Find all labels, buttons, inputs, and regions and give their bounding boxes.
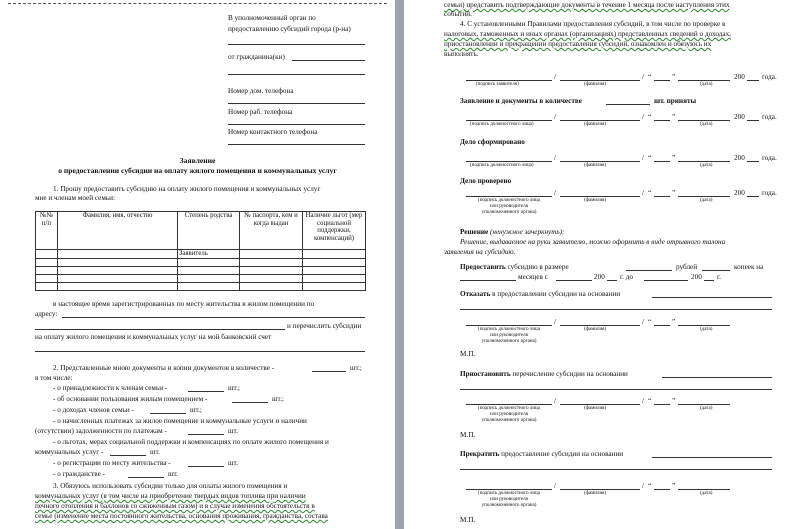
quote-close: ” <box>672 113 676 121</box>
work-phone-field[interactable] <box>228 124 365 125</box>
grant-from-field[interactable] <box>556 280 592 281</box>
month-field[interactable] <box>678 120 730 121</box>
year-field[interactable] <box>747 120 759 121</box>
caption-sig-head: (подпись должностного лица <box>478 198 540 203</box>
quote-close: ” <box>672 318 676 326</box>
caption-sig-official: (подпись должностного лица) <box>470 122 534 127</box>
stop-reason-field[interactable] <box>652 457 772 458</box>
recipient-line2: предоставлению субсидий города (р-на) <box>228 25 351 33</box>
applicant-name-line[interactable] <box>228 74 365 75</box>
decision-note-line1: Решение, выдаваемое на руки заявителю, можно оформить в виде отрывного талона <box>460 238 726 246</box>
day-field[interactable] <box>654 489 670 490</box>
refuse-reason-field-2[interactable] <box>460 309 772 310</box>
surname-field[interactable] <box>560 325 640 326</box>
months-count-field[interactable] <box>460 280 516 281</box>
decision-label: Решение <box>460 228 489 236</box>
sig-head-field[interactable] <box>466 404 552 405</box>
caption-date: (дата) <box>700 163 713 168</box>
doc-registration-unit: шт. <box>228 459 238 467</box>
caption-sig-head: (подпись должностного лица <box>478 491 540 496</box>
caption-sig-head: или руководителя <box>490 412 528 417</box>
docs-unit: шт.; <box>350 364 362 372</box>
caption-surname: (фамилия) <box>584 327 607 332</box>
month-field[interactable] <box>678 489 730 490</box>
year-field[interactable] <box>747 80 759 81</box>
col-relation: Степень родства <box>178 212 240 250</box>
caption-date: (дата) <box>700 406 713 411</box>
doc-citizenship-unit: шт. <box>168 470 178 478</box>
grant-text: субсидию в размере <box>507 263 569 271</box>
quote-open: “ <box>648 397 652 405</box>
doc-family: - о принадлежности к членам семьи - <box>53 384 168 392</box>
paragraph-1-line1: 1. Прошу предоставить субсидию на оплату жилого помещения и коммунальных услуг <box>53 185 321 193</box>
paragraph-1-line2: мне и членам моей семьи: <box>35 194 115 202</box>
day-field[interactable] <box>654 80 670 81</box>
obligation-line2: коммунальных услуг (в том числе на приобретение твердых видов топлива при наличии <box>35 492 306 500</box>
surname-field[interactable] <box>560 196 640 197</box>
caption-surname: (фамилия) <box>584 122 607 127</box>
doc-family-unit: шт.; <box>228 384 240 392</box>
residence-line1: в настоящее время зарегистрированных по месту жительства в жилом помещении по <box>53 300 315 308</box>
caption-sig-head: уполномоченного органа) <box>481 339 537 344</box>
sig-applicant-field[interactable] <box>466 80 552 81</box>
seal-label: М.П. <box>460 516 476 524</box>
refuse-label: Отказать <box>460 290 491 298</box>
caption-sig-head: или руководителя <box>490 497 528 502</box>
caption-surname: (фамилия) <box>584 198 607 203</box>
refuse-line <box>460 290 620 298</box>
doc-housing-field[interactable] <box>232 402 268 403</box>
refuse-reason-field[interactable] <box>652 297 772 298</box>
months-label: месяцев с <box>518 273 548 281</box>
document-title: Заявление <box>179 156 216 165</box>
quote-close: ” <box>672 73 676 81</box>
stop-label: Прекратить <box>460 450 500 458</box>
transfer-line2: на оплату жилого помещения и коммунальных услуг на мой банковский счет <box>35 333 272 341</box>
address-field[interactable] <box>62 317 365 318</box>
day-field[interactable] <box>654 120 670 121</box>
day-field[interactable] <box>654 325 670 326</box>
familiar-line2: налоговых, таможенных и иных органах (организациях) представленных сведений о доходах, <box>444 30 731 38</box>
kopecks-field[interactable] <box>702 270 730 271</box>
year-word: года. <box>762 154 777 162</box>
caption-surname: (фамилия) <box>584 491 607 496</box>
home-phone-label: Номер дом. телефона <box>228 87 294 95</box>
grant-to-label: г. до <box>620 273 633 281</box>
year-prefix: 200 <box>734 189 745 197</box>
year-field[interactable] <box>607 280 617 281</box>
caption-date: (дата) <box>700 327 713 332</box>
suspend-label: Приостановить <box>460 370 511 378</box>
month-field[interactable] <box>678 80 730 81</box>
year-prefix: 200 <box>734 154 745 162</box>
decision-heading <box>460 228 564 236</box>
docs-total-field[interactable] <box>312 371 346 372</box>
day-field[interactable] <box>654 404 670 405</box>
doc-registration: - о регистрации по месту жительства - <box>53 459 171 467</box>
seal-label: М.П. <box>460 431 476 439</box>
quote-close: ” <box>672 397 676 405</box>
recipient-line1: В уполномоченный орган по <box>228 14 316 22</box>
refuse-text: в предоставлении субсидии на основании <box>492 290 621 298</box>
col-number: №№ п/п <box>36 212 58 250</box>
month-field[interactable] <box>678 404 730 405</box>
applicant-cell: Заявитель <box>178 250 240 259</box>
year-prefix: 200 <box>734 113 745 121</box>
doc-housing-unit: шт.; <box>272 395 284 403</box>
top-line1: семьи) представить подтверждающие документы в течение 1 месяца после наступления этих <box>444 1 730 9</box>
top-border <box>8 3 387 4</box>
year-field[interactable] <box>747 161 759 162</box>
seal-label: М.П. <box>460 350 476 358</box>
doc-benefits-line2: коммунальных услуг - <box>35 448 104 456</box>
obligation-line1: 3. Обязуюсь использовать субсидии только для оплаты жилого помещения и <box>53 482 288 490</box>
month-field[interactable] <box>678 161 730 162</box>
suspend-reason-field[interactable] <box>662 377 772 378</box>
caption-sig-head: или руководителя <box>490 204 528 209</box>
doc-benefits-line1: - о льготах, мерах социальной поддержки и компенсациях по оплате жилого помещения и <box>53 438 329 446</box>
sig-official-field[interactable] <box>466 120 552 121</box>
caption-sig-applicant: (подпись заявителя) <box>476 82 519 87</box>
col-full-name: Фамилия, имя, отчество <box>58 212 178 250</box>
quote-close: ” <box>672 189 676 197</box>
surname-field[interactable] <box>560 80 640 81</box>
familiar-line4: выполнять. <box>444 50 479 58</box>
grant-to-field[interactable] <box>644 280 688 281</box>
docs-accepted-count[interactable] <box>606 104 650 105</box>
doc-registration-field[interactable] <box>188 466 224 467</box>
case-formed-label: Дело сформировано <box>460 138 525 146</box>
quote-open: “ <box>648 189 652 197</box>
caption-sig-head: уполномоченного органа) <box>481 418 537 423</box>
recipient-line[interactable] <box>228 44 365 45</box>
quote-open: “ <box>648 318 652 326</box>
grant-label: Предоставить <box>460 263 506 271</box>
residence-line2: адресу: <box>35 310 58 318</box>
contact-phone-label: Номер контактного телефона <box>228 128 318 136</box>
caption-sig-official: (подпись должностного лица) <box>470 163 534 168</box>
docs-intro: 2. Представленные мною документы и копии документов в количестве - <box>53 364 275 372</box>
from-field[interactable] <box>292 60 365 61</box>
year-field[interactable] <box>747 196 759 197</box>
doc-accrued-line1: - о начисленных платежах за жилое помещение и коммунальные услуги и наличии <box>53 417 307 425</box>
day-field[interactable] <box>654 161 670 162</box>
doc-accrued-unit: шт. <box>228 427 238 435</box>
docs-accepted-suffix: шт. приняты <box>654 97 697 105</box>
from-label: от гражданина(ки) <box>228 53 285 61</box>
doc-benefits-field[interactable] <box>110 455 146 456</box>
year-prefix: 200 <box>734 73 745 81</box>
contact-phone-field[interactable] <box>228 144 365 145</box>
year-word: года. <box>762 73 777 81</box>
caption-surname: (фамилия) <box>584 82 607 87</box>
caption-date: (дата) <box>700 491 713 496</box>
surname-field[interactable] <box>560 120 640 121</box>
sig-head-field[interactable] <box>466 196 552 197</box>
sig-official-field[interactable] <box>466 161 552 162</box>
quote-open: “ <box>648 154 652 162</box>
year-prefix: 200 <box>691 273 702 281</box>
doc-family-field[interactable] <box>188 391 224 392</box>
doc-benefits-unit: шт. <box>150 448 160 456</box>
top-line2: событий. <box>444 10 472 18</box>
table-row[interactable] <box>36 274 366 282</box>
caption-date: (дата) <box>700 82 713 87</box>
doc-income-field[interactable] <box>150 413 186 414</box>
col-passport: № паспорта, кем и когда выдан <box>240 212 303 250</box>
work-phone-label: Номер раб. телефона <box>228 108 293 116</box>
caption-sig-head: (подпись должностного лица <box>478 327 540 332</box>
caption-surname: (фамилия) <box>584 406 607 411</box>
doc-income: - о доходах членов семьи - <box>53 406 134 414</box>
year-prefix: 200 <box>594 273 605 281</box>
col-benefits: Наличие льгот (мер социальной поддержки, компенсаций) <box>303 212 366 250</box>
familiar-line3: приостановлении и прекращении предоставления субсидий, ознакомлен и обязуюсь их <box>444 40 712 48</box>
table-row[interactable] <box>36 258 366 266</box>
bank-account-field[interactable] <box>35 351 365 352</box>
month-field[interactable] <box>678 325 730 326</box>
quote-open: “ <box>648 73 652 81</box>
doc-citizenship-field[interactable] <box>128 477 164 478</box>
document-page-right: семьи) представить подтверждающие документы в течение 1 месяца после наступления этих событий. 4. С установленными Правилами предоставления субсидий, в том числе по проверке в налоговых, таможенных и иных органах (организациях) представленных сведений о доходах, приостановлении и прекращении предоставления субсидий, ознакомлен и обязуюсь их выполнять. / / “ ” 200 года. (подпись заявителя) (фамилия) (дата) Заявление и документы в количестве шт. приняты / / “ ” 200 года. (подпись должностного лица) (фамилия) (дата) Дело сформировано / / “ ” 200 года. (подпись должностного лица) (фамилия) (дата) Дело проверено / / “ ” 200 года. (подпись должностного лица или руководителя уполномоченного органа) (фамилия) (дата) Решение (ненужное зачеркнуть): Решение, выдаваемое на руки заявителю, можно оформить в виде отрывного талона заявления на субсидию. Предоставить субсидию в размере рублей копеек на месяцев с 200 г. до 200 г. Отказать в предоставлении субсидии на основании / / “ ” (подпись должностного лица или руководителя уполномоченного органа) (фамилия) (дата) М.П. Приостановить перечисление субсидии на основании / / “ ” (подпись должностного лица или руководителя уполномоченного органа) (фамилия) (дата) М.П. Прекратить предоставление субсидии на основании / / “ ” (подпись должностного лица или руководителя уполномоченного органа) (фамилия) (дата) М.П. <box>404 0 800 529</box>
doc-housing: - об основании пользования жилым помещением - <box>53 395 208 403</box>
month-field[interactable] <box>678 196 730 197</box>
caption-date: (дата) <box>700 198 713 203</box>
caption-sig-head: уполномоченного органа) <box>481 210 537 215</box>
caption-sig-head: уполномоченного органа) <box>481 503 537 508</box>
grant-line <box>460 263 569 271</box>
year-word: года. <box>762 189 777 197</box>
doc-income-unit: шт.; <box>190 406 202 414</box>
suspend-text: перечисление субсидии на основании <box>512 370 628 378</box>
year-field[interactable] <box>704 280 714 281</box>
stop-text: предоставление субсидии на основании <box>501 450 624 458</box>
decision-note-line2: заявления на субсидию. <box>444 248 516 256</box>
sig-head-field[interactable] <box>466 325 552 326</box>
table-row[interactable] <box>36 282 366 290</box>
quote-close: ” <box>672 154 676 162</box>
stop-line <box>460 450 623 458</box>
stop-reason-field-2[interactable] <box>460 469 772 470</box>
kopecks-label: копеек на <box>734 263 764 271</box>
caption-sig-head: (подпись должностного лица <box>478 406 540 411</box>
obligation-line4: семье (изменение места постоянного жительства, основания проживания, гражданства, состава <box>35 512 328 520</box>
transfer-label: и перечислить субсидии <box>287 322 362 330</box>
case-checked-label: Дело проверено <box>460 177 512 185</box>
surname-field[interactable] <box>560 489 640 490</box>
quote-open: “ <box>648 482 652 490</box>
caption-date: (дата) <box>700 122 713 127</box>
quote-close: ” <box>672 482 676 490</box>
familiar-line1: 4. С установленными Правилами предоставления субсидий, в том числе по проверке в <box>460 20 726 28</box>
doc-accrued-line2: (отсутствии) задолженности по платежам - <box>35 427 167 435</box>
grant-amount-field[interactable] <box>626 270 672 271</box>
address-field-2[interactable] <box>35 329 285 330</box>
caption-surname: (фамилия) <box>584 163 607 168</box>
surname-field[interactable] <box>560 161 640 162</box>
sig-head-field[interactable] <box>466 489 552 490</box>
rubles-label: рублей <box>676 263 698 271</box>
caption-sig-head: или руководителя <box>490 333 528 338</box>
obligation-line3: печного отопления и баллонов со сжиженным газом) и в случае изменения обстоятельств в <box>35 502 315 510</box>
suspend-line <box>460 370 628 378</box>
doc-citizenship: - о гражданстве - <box>53 470 106 478</box>
docs-including: в том числе: <box>35 374 73 382</box>
table-row[interactable] <box>36 266 366 274</box>
docs-accepted-prefix: Заявление и документы в количестве <box>460 97 582 105</box>
year-word: года. <box>762 113 777 121</box>
document-subtitle: о предоставлении субсидии на оплату жилого помещения и коммунальных услуг <box>58 166 337 175</box>
quote-open: “ <box>648 113 652 121</box>
document-page-left <box>0 0 395 529</box>
year-suffix: г. <box>717 273 721 281</box>
doc-accrued-field[interactable] <box>188 434 224 435</box>
suspend-reason-field-2[interactable] <box>460 389 772 390</box>
home-phone-field[interactable] <box>228 103 365 104</box>
table-row[interactable] <box>36 250 366 259</box>
surname-field[interactable] <box>560 404 640 405</box>
family-members-table <box>35 211 366 291</box>
decision-hint: (ненужное зачеркнуть): <box>490 228 565 236</box>
day-field[interactable] <box>654 196 670 197</box>
